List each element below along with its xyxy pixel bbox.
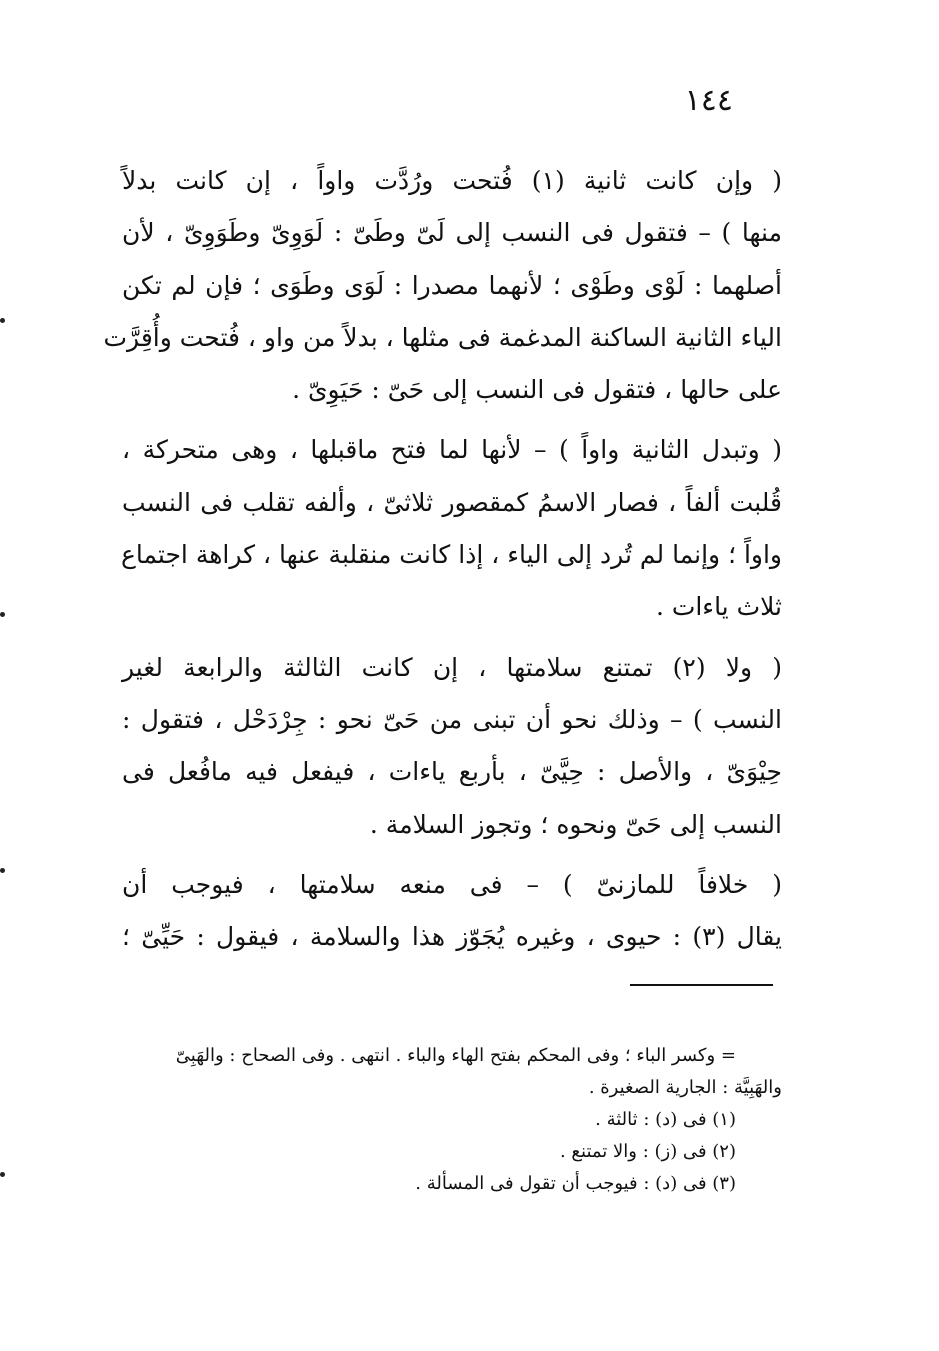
scan-mark bbox=[0, 318, 5, 323]
text-line: ثلاث ياءات . bbox=[655, 592, 782, 622]
text-line: النسب ) – وذلك نحو أن تبنى من حَىّ نحو : جِرْدَحْل ، فتقول : bbox=[122, 704, 782, 734]
footnote-item: (١) فى (د) : ثالثة . bbox=[595, 1109, 736, 1130]
text-line: حِيْوَىّ ، والأصل : حِيَّىّ ، بأربع ياءات ، فيفعل فيه مافُعل فى bbox=[122, 757, 782, 787]
text-line: على حالها ، فتقول فى النسب إلى حَىّ : حَيَوِىّ . bbox=[292, 375, 782, 405]
paragraph-3 bbox=[122, 642, 782, 851]
text-line: الياء الثانية الساكنة المدغمة فى مثلها ، بدلاً من واو ، فُتحت وأُقِرَّت bbox=[103, 322, 782, 352]
text-line: يقال (٣) : حيوى ، وغيره يُجَوّز هذا والسلامة ، فيقول : حَيِّىّ ؛ bbox=[122, 922, 782, 952]
text-line: ( خلافاً للمازنىّ ) – فى منعه سلامتها ، فيوجب أن bbox=[122, 869, 782, 899]
footnotes bbox=[122, 1040, 782, 1200]
body-text bbox=[103, 155, 782, 971]
text-line: منها ) – فتقول فى النسب إلى لَىّ وطَىّ : لَوَوِىّ وطَوَوِىّ ، لأن bbox=[122, 218, 782, 248]
text-line: ( وإن كانت ثانية (١) فُتحت ورُدَّت واواً ، إن كانت بدلاً bbox=[122, 166, 782, 195]
footnote-continuation: والهَبِيَّة : الجارية الصغيرة . bbox=[588, 1077, 782, 1098]
scan-mark bbox=[0, 1172, 5, 1177]
footnote-item: (٣) فى (د) : فيوجب أن تقول فى المسألة . bbox=[415, 1173, 736, 1194]
text-line: قُلبت ألفاً ، فصار الاسمُ كمقصور ثلاثىّ ، وألفه تقلب فى النسب bbox=[122, 487, 782, 517]
paragraph-1 bbox=[103, 155, 782, 416]
footnote-continuation: = وكسر الباء ؛ وفى المحكم بفتح الهاء والباء . انتهى . وفى الصحاح : والهَبِىّ bbox=[175, 1045, 736, 1066]
footnote-item: (٢) فى (ز) : والا تمتنع . bbox=[559, 1141, 736, 1162]
text-line: واواً ؛ وإنما لم تُرد إلى الياء ، إذا كانت منقلبة عنها ، كراهة اجتماع bbox=[120, 540, 782, 570]
text-line: ( وتبدل الثانية واواً ) – لأنها لما فتح ماقبلها ، وهى متحركة ، bbox=[122, 435, 782, 465]
scan-mark bbox=[0, 868, 5, 873]
footnote-separator bbox=[630, 984, 773, 986]
paragraph-4 bbox=[122, 859, 782, 964]
text-line: النسب إلى حَىّ ونحوه ؛ وتجوز السلامة . bbox=[369, 809, 782, 839]
scan-mark bbox=[0, 612, 5, 617]
text-line: أصلهما : لَوْى وطَوْى ؛ لأنهما مصدرا : لَوَى وطَوَى ؛ فإن لم تكن bbox=[122, 270, 782, 300]
page-number: ١٤٤ bbox=[684, 83, 733, 118]
text-line: ( ولا (٢) تمتنع سلامتها ، إن كانت الثالثة والرابعة لغير bbox=[122, 652, 782, 682]
paragraph-2 bbox=[122, 424, 782, 633]
